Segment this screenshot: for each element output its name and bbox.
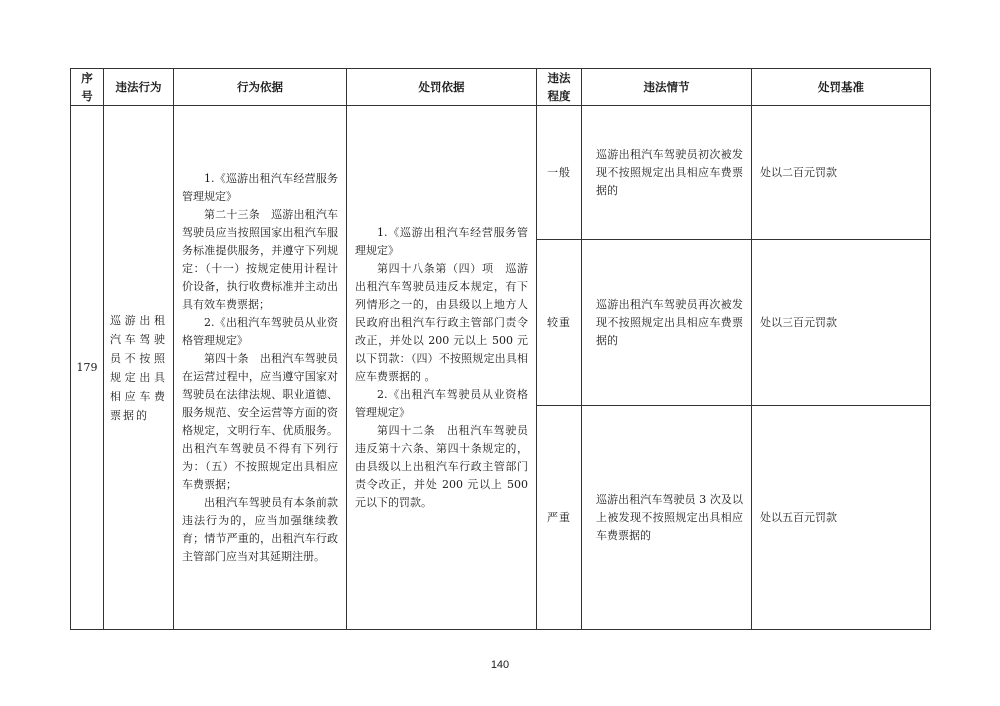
standard-serious: 处以三百元罚款 — [752, 240, 931, 406]
header-standard: 处罚基准 — [752, 69, 931, 106]
degree-general: 一般 — [537, 106, 582, 240]
degree-serious: 较重 — [537, 240, 582, 406]
page-number: 140 — [490, 659, 510, 671]
table-row — [71, 106, 931, 240]
penalty-paragraph: 第四十二条 出租汽车驾驶员违反第十六条、第四十条规定的，由县级以上出租汽车行政主管部门责令改正，并处 200 元以上 500 元以下的罚款。 — [355, 423, 528, 509]
basis-paragraph: 2.《出租汽车驾驶员从业资格管理规定》 — [182, 315, 338, 347]
basis-paragraph: 第二十三条 巡游出租汽车驾驶员应当按照国家出租汽车服务标准提供服务，并遵守下列规定：（十一）按规定使用计程计价设备，执行收费标准并主动出具有效车费票据； — [182, 207, 338, 311]
standard-severe: 处以五百元罚款 — [752, 406, 931, 630]
basis-paragraph: 出租汽车驾驶员有本条前款违法行为的，应当加强继续教育；情节严重的，出租汽车行政主管部门应当对其延期注册。 — [182, 495, 338, 563]
penalty-paragraph: 1.《巡游出租汽车经营服务管理规定》 — [355, 225, 528, 257]
row-seq: 179 — [71, 106, 104, 630]
circumstance-serious: 巡游出租汽车驾驶员再次被发现不按照规定出具相应车费票据的 — [582, 240, 752, 406]
penalty-basis-cell — [347, 106, 537, 630]
header-row — [71, 69, 931, 106]
header-circumstance: 违法情节 — [582, 69, 752, 106]
header-degree: 违法 程度 — [537, 69, 582, 106]
penalty-standard-table — [70, 68, 931, 630]
header-seq: 序 号 — [71, 69, 104, 106]
basis-paragraph: 1.《巡游出租汽车经营服务管理规定》 — [182, 171, 338, 203]
violation-cell: 巡游出租汽车驾驶员不按照规定出具相应车费票据的 — [104, 106, 174, 630]
header-basis: 行为依据 — [174, 69, 347, 106]
header-violation: 违法行为 — [104, 69, 174, 106]
degree-severe: 严重 — [537, 406, 582, 630]
standard-general: 处以二百元罚款 — [752, 106, 931, 240]
header-penalty-basis: 处罚依据 — [347, 69, 537, 106]
penalty-paragraph: 第四十八条第（四）项 巡游出租汽车驾驶员违反本规定，有下列情形之一的，由县级以上地方人民政府出租汽车行政主管部门责令改正，并处以 200 元以上 500 元以下罚款：（四）不按照规定出具相应车费票据的 。 — [355, 261, 528, 383]
penalty-paragraph: 2.《出租汽车驾驶员从业资格管理规定》 — [355, 387, 528, 419]
basis-paragraph: 第四十条 出租汽车驾驶员在运营过程中，应当遵守国家对驾驶员在法律法规、职业道德、服务规范、安全运营等方面的资格规定，文明行车、优质服务。出租汽车驾驶员不得有下列行为：（五）不按照规定出具相应车费票据； — [182, 351, 338, 491]
basis-cell — [174, 106, 347, 630]
circumstance-severe: 巡游出租汽车驾驶员 3 次及以上被发现不按照规定出具相应车费票据的 — [582, 406, 752, 630]
circumstance-general: 巡游出租汽车驾驶员初次被发现不按照规定出具相应车费票据的 — [582, 106, 752, 240]
